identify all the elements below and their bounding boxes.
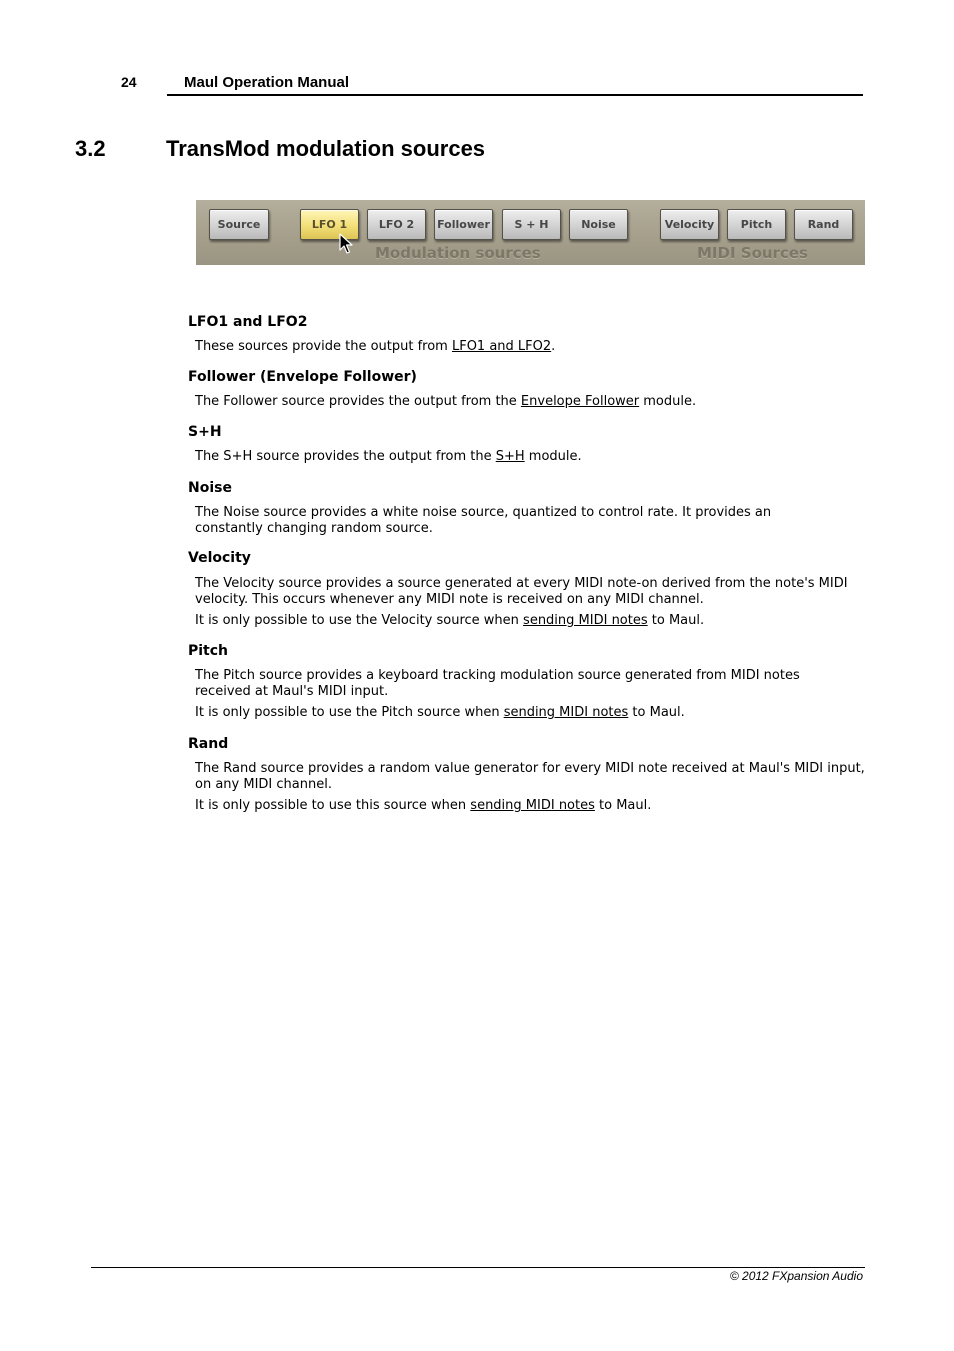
- lfo2-button[interactable]: LFO 2: [367, 209, 426, 240]
- velocity-button[interactable]: Velocity: [660, 209, 719, 240]
- pitch-note-end: to Maul.: [628, 705, 685, 720]
- pitch-description: The Pitch source provides a keyboard tracking modulation source generated from MIDI notes received at Maul's MIDI input.: [195, 668, 800, 699]
- midi-sources-label: MIDI Sources: [697, 244, 808, 262]
- follower-heading: Follower (Envelope Follower): [188, 369, 417, 385]
- envelope-follower-link[interactable]: Envelope Follower: [520, 394, 640, 409]
- modulation-source-panel: [196, 200, 865, 265]
- velocity-description: The Velocity source provides a source generated at every MIDI note-on derived from the note's MIDI velocity. This occurs whenever any MIDI note is received on any MIDI channel.: [195, 576, 848, 607]
- page-header: [0, 0, 954, 100]
- source-button[interactable]: Source: [209, 209, 269, 240]
- velocity-note-text: It is only possible to use the Velocity source when: [195, 613, 524, 628]
- sh-heading: S+H: [188, 424, 222, 440]
- follower-text-end: module.: [639, 394, 697, 409]
- sh-text: The S+H source provides the output from the: [195, 449, 496, 464]
- section-number: 3.2: [75, 136, 106, 161]
- velocity-note-end: to Maul.: [647, 613, 705, 628]
- lfo-text-end: .: [551, 339, 556, 354]
- lfo-description: [195, 339, 871, 355]
- follower-description: [195, 394, 871, 410]
- lfo-link[interactable]: LFO1 and LFO2: [451, 339, 552, 354]
- lfo-text: These sources provide the output from: [195, 339, 452, 354]
- manual-title: Maul Operation Manual: [184, 74, 350, 91]
- modulation-sources-label: Modulation sources: [375, 244, 541, 262]
- velocity-sending-midi-link[interactable]: sending MIDI notes: [523, 613, 648, 628]
- copyright-notice: © 2012 FXpansion Audio: [729, 1269, 863, 1283]
- footer-divider: [91, 1267, 865, 1268]
- rand-sending-midi-link[interactable]: sending MIDI notes: [470, 798, 595, 813]
- pitch-button[interactable]: Pitch: [727, 209, 786, 240]
- pitch-note: [195, 705, 871, 721]
- follower-text: The Follower source provides the output from the: [195, 394, 521, 409]
- rand-note-text: It is only possible to use this source when: [195, 798, 471, 813]
- page-number: 24: [121, 74, 137, 90]
- velocity-heading: Velocity: [188, 550, 251, 566]
- rand-description: The Rand source provides a random value generator for every MIDI note received at Maul's MIDI input, on any MIDI channel.: [195, 761, 865, 792]
- sh-button[interactable]: S + H: [502, 209, 561, 240]
- follower-button[interactable]: Follower: [434, 209, 493, 240]
- pitch-heading: Pitch: [188, 643, 229, 659]
- pitch-sending-midi-link[interactable]: sending MIDI notes: [503, 705, 629, 720]
- mouse-pointer-icon: [339, 233, 353, 255]
- lfo-heading: LFO1 and LFO2: [188, 314, 308, 330]
- pitch-note-text: It is only possible to use the Pitch source when: [195, 705, 504, 720]
- noise-heading: Noise: [188, 480, 232, 496]
- rand-button[interactable]: Rand: [794, 209, 853, 240]
- rand-heading: Rand: [188, 736, 229, 752]
- lfo1-button[interactable]: LFO 1: [300, 209, 359, 240]
- sh-link[interactable]: S+H: [495, 449, 525, 464]
- rand-note: [195, 798, 871, 814]
- rand-note-end: to Maul.: [594, 798, 652, 813]
- header-divider: [167, 94, 863, 96]
- sh-text-end: module.: [524, 449, 582, 464]
- sh-description: [195, 449, 871, 465]
- noise-button[interactable]: Noise: [569, 209, 628, 240]
- velocity-note: [195, 613, 871, 629]
- section-title: TransMod modulation sources: [166, 136, 486, 161]
- noise-description: The Noise source provides a white noise source, quantized to control rate. It provides an constantly changing random source.: [195, 505, 772, 536]
